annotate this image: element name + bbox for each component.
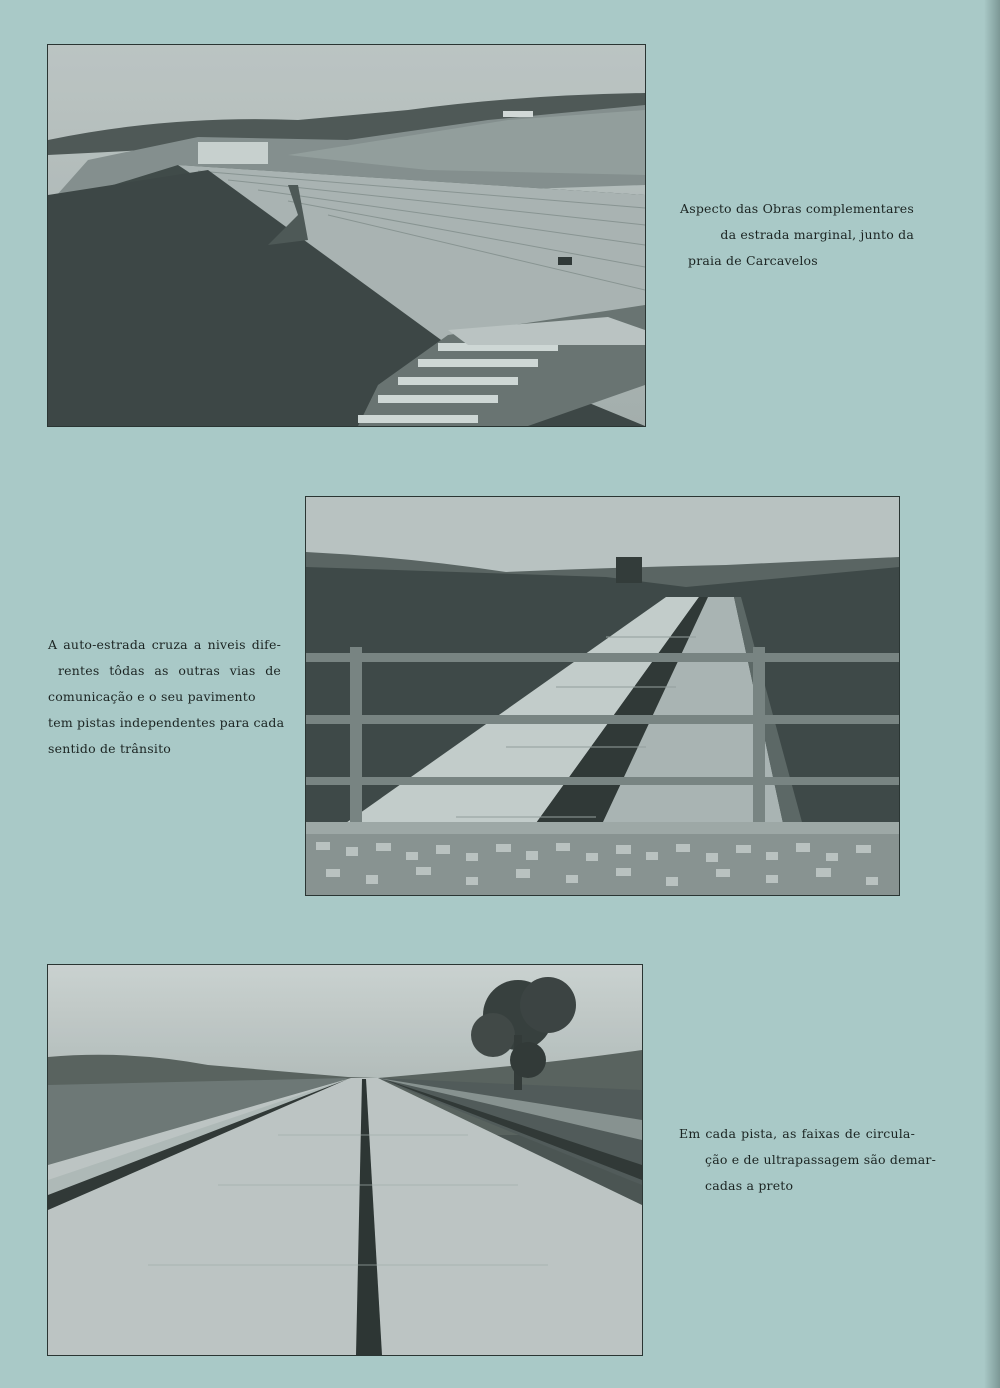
photo-highway-lanes bbox=[48, 965, 642, 1355]
caption-line: cadas a preto bbox=[705, 1178, 794, 1193]
caption-line: da estrada marginal, junto da bbox=[720, 227, 914, 242]
photo-carcavelos-wall bbox=[48, 45, 645, 426]
caption-line: comunicação e o seu pavimento bbox=[48, 689, 256, 704]
caption-line: Aspecto das Obras complementares bbox=[679, 201, 914, 216]
caption-line: ção e de ultrapassagem são demar- bbox=[705, 1152, 937, 1167]
photo-carcavelos-wall-image bbox=[48, 45, 645, 426]
caption-line: sentido de trânsito bbox=[48, 741, 172, 756]
caption-line: praia de Carcavelos bbox=[688, 253, 818, 268]
caption-line: A auto-estrada cruza a niveis dife- bbox=[48, 637, 281, 652]
photo-highway-overpass-image bbox=[306, 497, 899, 895]
caption-carcavelos bbox=[660, 196, 914, 274]
photo-highway-overpass bbox=[306, 497, 899, 895]
caption-overpass bbox=[48, 632, 285, 762]
caption-line: Em cada pista, as faixas de circula- bbox=[679, 1126, 915, 1141]
caption-line: tem pistas independentes para cada bbox=[48, 715, 285, 730]
caption-line: rentes tôdas as outras vias de bbox=[58, 663, 281, 678]
page-edge-shadow bbox=[984, 0, 1000, 1388]
caption-lanes bbox=[679, 1121, 937, 1199]
photo-highway-lanes-image bbox=[48, 965, 642, 1355]
